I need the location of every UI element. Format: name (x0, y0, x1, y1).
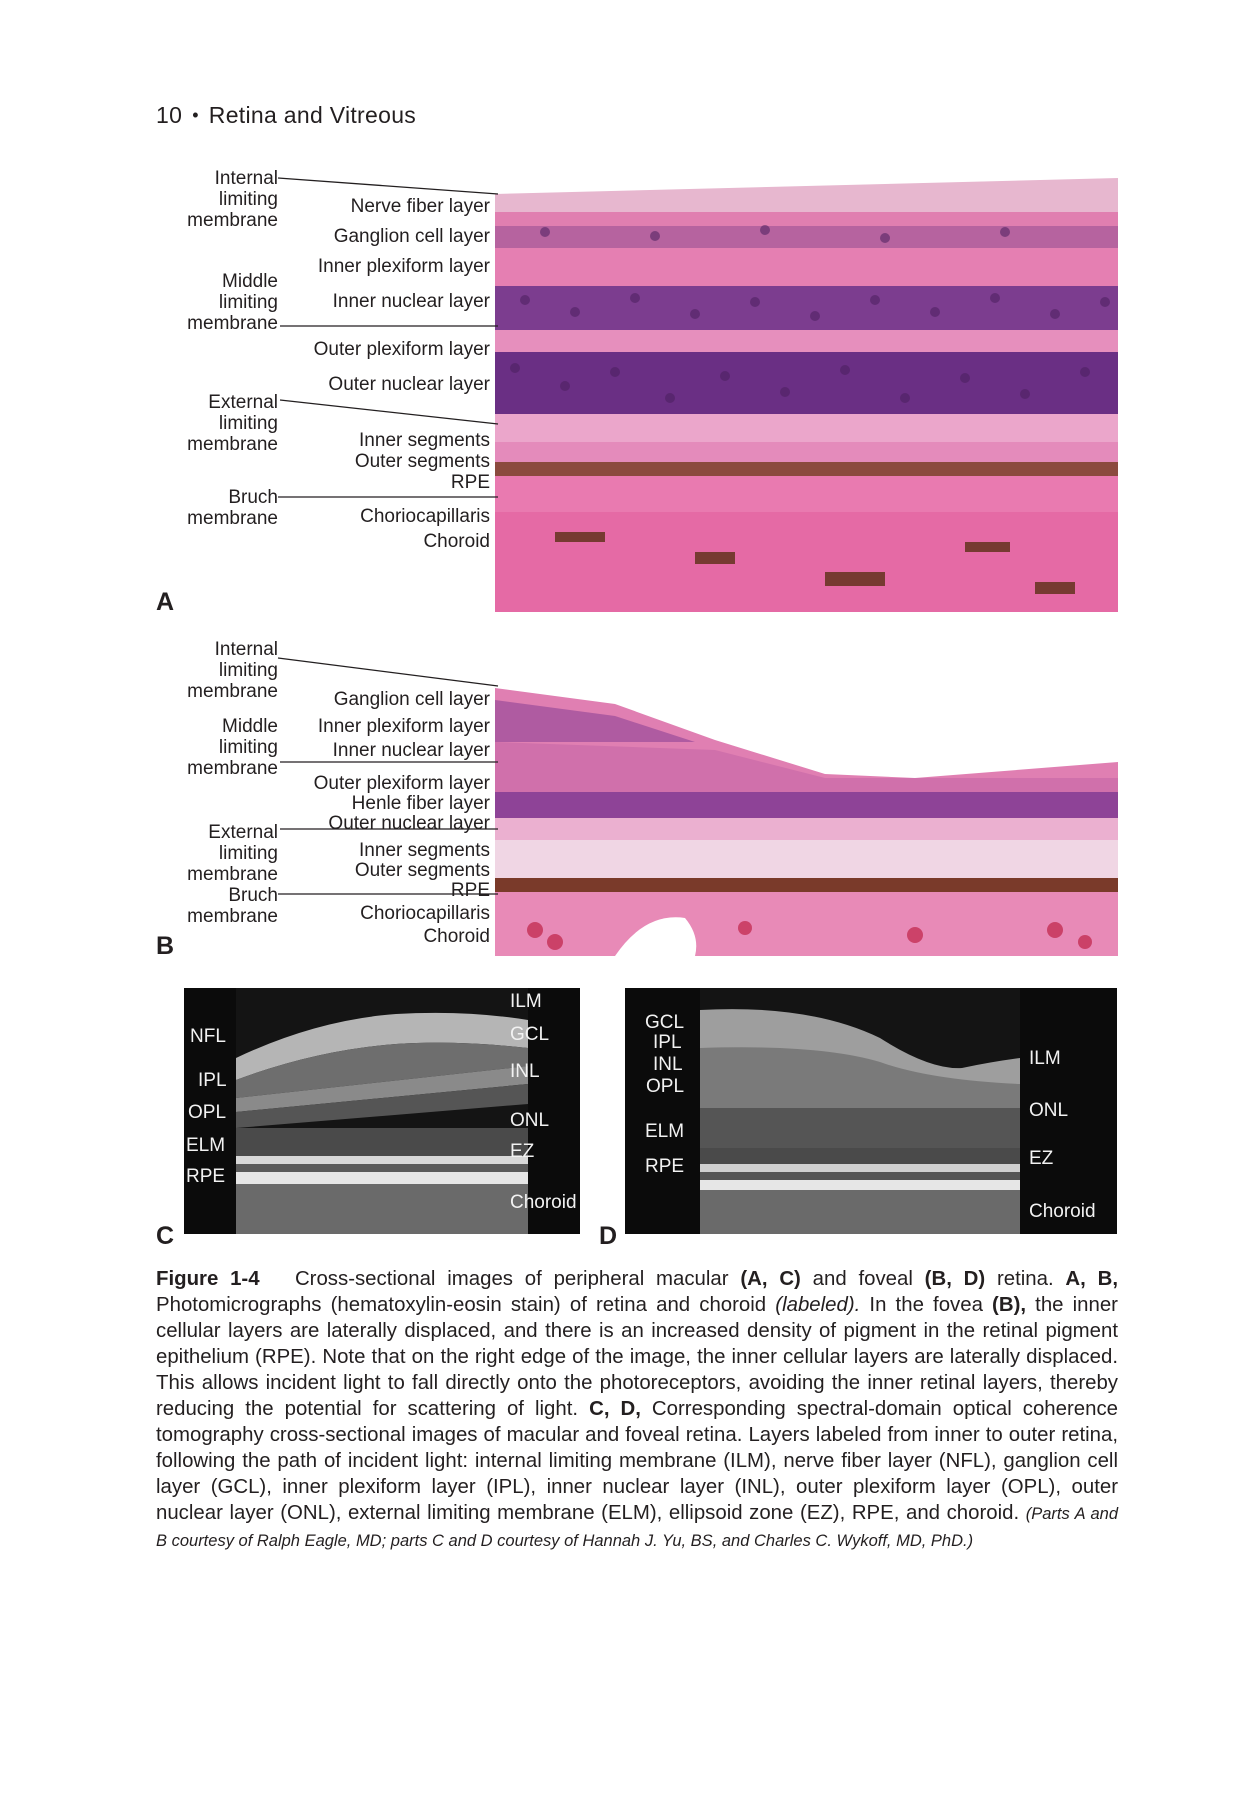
label-line: membrane (187, 508, 278, 529)
caption-text: Photomicrographs (hematoxylin-eosin stain) of retina and choroid (156, 1294, 776, 1316)
panel-a-layer-label: Outer plexiform layer (313, 339, 490, 360)
panel-d-letter: D (599, 1222, 618, 1250)
running-header (156, 102, 416, 129)
panel-a-layer-label: Choriocapillaris (360, 506, 490, 527)
panel-d-left-label: OPL (646, 1076, 685, 1097)
panel-c-right-label: ONL (510, 1110, 550, 1131)
panel-d-right-label: ILM (1029, 1048, 1061, 1069)
caption-text: and foveal (800, 1268, 925, 1290)
caption-text: Corresponding spectral-domain optical coherence tomography cross-sectional images of macular and foveal retina. Layers labeled from inner to outer retina, following the path of incident light: internal limiting membrane (ILM), nerve fiber layer (NFL), ganglion cell layer (GCL), inner plexiform layer (IPL), inner nuclear layer (INL), outer plexiform layer (OPL), outer nuclear layer (ONL), external limiting membrane (ELM), ellipsoid zone (EZ), RPE, and choroid. (156, 1398, 1118, 1524)
caption-italic: (labeled). (775, 1294, 861, 1316)
label-line: membrane (187, 681, 278, 702)
panel-d-oct-image (625, 988, 1117, 1234)
label-line: Bruch (228, 487, 278, 508)
panel-c-left-label: NFL (190, 1026, 226, 1047)
panel-a-layer-label: RPE (450, 472, 490, 493)
caption-bold: (A, C) (740, 1268, 801, 1290)
panel-c-left-label: RPE (186, 1166, 226, 1187)
label-line: Internal (214, 639, 278, 660)
panel-a-ilm-label (170, 168, 278, 231)
panel-c-oct-image (184, 988, 580, 1234)
figure-label: Figure 1-4 (156, 1268, 260, 1290)
panel-a-layer-label: Choroid (423, 531, 490, 552)
caption-credit: (Parts A and B courtesy of Ralph Eagle, MD; parts C and D courtesy of Hannah J. Yu, BS, and Charles C. Wykoff, MD, PhD.) (156, 1505, 1119, 1550)
panel-b-layer-label: RPE (450, 880, 490, 901)
panel-a-layer-label: Nerve fiber layer (350, 196, 490, 217)
panel-a-layer-label: Inner segments (359, 430, 490, 451)
panel-c-left-label: ELM (186, 1135, 226, 1156)
panel-b-ilm-label (170, 639, 278, 702)
panel-a-layer-label: Outer nuclear layer (328, 374, 490, 395)
panel-d-oct-scan (700, 988, 1020, 1234)
panel-a-layer-label: Ganglion cell layer (333, 226, 490, 247)
panel-c-oct-scan (236, 988, 528, 1234)
label-line: Internal (214, 168, 278, 189)
label-line: External (208, 392, 278, 413)
panel-a-elm-label (170, 392, 278, 455)
panel-a-histology-image (495, 172, 1118, 612)
label-line: membrane (187, 906, 278, 927)
panel-d-left-label: ELM (645, 1121, 685, 1142)
book-title: Retina and Vitreous (208, 102, 417, 128)
panel-a-layer-label: Outer segments (354, 451, 490, 472)
panel-b-elm-label (170, 822, 278, 885)
label-line: limiting (218, 737, 278, 758)
label-line: limiting (218, 292, 278, 313)
caption-text: Cross-sectional images of peripheral macular (294, 1268, 741, 1290)
panel-a-bruch-label (170, 487, 278, 529)
panel-b-layer-label: Choroid (423, 926, 490, 947)
panel-b-layer-label: Outer segments (354, 860, 490, 881)
caption-text: retina. (985, 1268, 1066, 1290)
panel-b-histology-image (495, 680, 1118, 956)
panel-d-right-label: ONL (1029, 1100, 1069, 1121)
panel-b-layer-label: Inner nuclear layer (332, 740, 490, 761)
page-number: 10 (156, 102, 183, 128)
caption-text: the inner cellular layers are laterally displaced, and there is an increased density of pigment in the retinal pigment epithelium (RPE). Note that on the right edge of the image, the inner cellular layers are laterally displaced. This allows incident light to fall directly onto the photoreceptors, avoiding the inner retinal layers, thereby reducing the potential for scattering of light. (156, 1294, 1118, 1420)
label-line: membrane (187, 210, 278, 231)
label-line: limiting (218, 413, 278, 434)
panel-d-left-label: INL (653, 1054, 683, 1075)
panel-a-mlm-label (170, 271, 278, 334)
label-line: limiting (218, 189, 278, 210)
panel-b-letter: B (156, 932, 175, 960)
panel-a-layer-label: Inner plexiform layer (317, 256, 490, 277)
label-line: membrane (187, 864, 278, 885)
panel-c-left-label: IPL (198, 1070, 227, 1091)
header-separator: • (192, 105, 199, 125)
panel-b-layer-label: Choriocapillaris (360, 903, 490, 924)
panel-c-right-label: Choroid (510, 1192, 577, 1213)
panel-d-left-label: RPE (645, 1156, 685, 1177)
caption-bold: (B), (992, 1294, 1027, 1316)
panel-c-right-label: INL (510, 1061, 540, 1082)
caption-text: In the fovea (860, 1294, 993, 1316)
panel-b-layer-label: Henle fiber layer (351, 793, 490, 814)
panel-c-right-label: EZ (510, 1141, 535, 1162)
label-line: limiting (218, 843, 278, 864)
label-line: membrane (187, 434, 278, 455)
panel-d-right-label: Choroid (1029, 1201, 1096, 1222)
panel-b-layer-label: Ganglion cell layer (333, 689, 490, 710)
label-line: Middle (222, 716, 278, 737)
panel-b-layer-label: Inner segments (359, 840, 490, 861)
label-line: membrane (187, 758, 278, 779)
caption-bold: (B, D) (924, 1268, 986, 1290)
panel-b-bruch-label (170, 885, 278, 927)
panel-b-layer-label: Outer nuclear layer (328, 813, 490, 834)
label-line: Middle (222, 271, 278, 292)
panel-d-right-label: EZ (1029, 1148, 1054, 1169)
panel-c-left-label: OPL (188, 1102, 227, 1123)
panel-d-left-label: GCL (645, 1012, 685, 1033)
panel-c-right-label: GCL (510, 1024, 550, 1045)
panel-b-layer-label: Inner plexiform layer (317, 716, 490, 737)
figure-caption (156, 1266, 1118, 1554)
caption-bold: A, B, (1065, 1268, 1118, 1290)
label-line: Bruch (228, 885, 278, 906)
panel-a-layer-label: Inner nuclear layer (332, 291, 490, 312)
panel-c-letter: C (156, 1222, 175, 1250)
label-line: membrane (187, 313, 278, 334)
panel-b-mlm-label (170, 716, 278, 779)
label-line: limiting (218, 660, 278, 681)
caption-bold: C, D, (589, 1398, 641, 1420)
panel-d-left-label: IPL (653, 1032, 682, 1053)
panel-a-letter: A (156, 588, 175, 616)
panel-c-right-label: ILM (510, 991, 542, 1012)
label-line: External (208, 822, 278, 843)
panel-b-layer-label: Outer plexiform layer (313, 773, 490, 794)
